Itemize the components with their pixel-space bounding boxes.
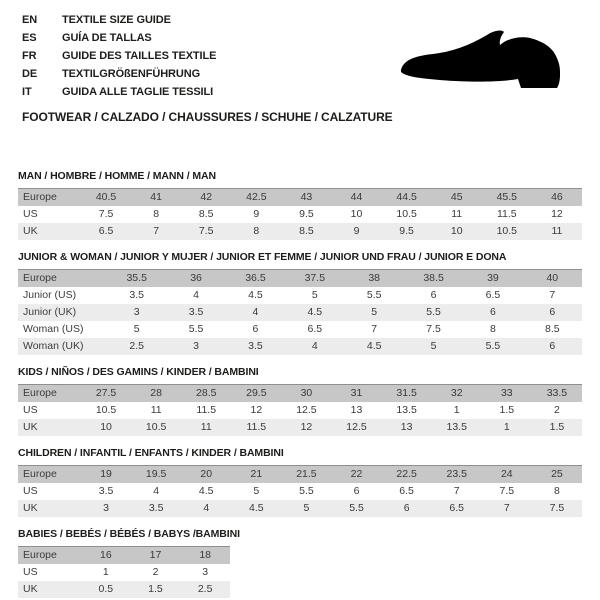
size-cell: 39 xyxy=(487,272,499,284)
size-cell: 10 xyxy=(350,208,363,220)
size-cell: 6 xyxy=(252,323,259,335)
size-table-babies xyxy=(18,546,230,598)
size-cell: 4 xyxy=(193,289,199,301)
size-cell: 28.5 xyxy=(196,387,217,399)
size-cell: 6 xyxy=(353,485,360,497)
section-man xyxy=(18,170,582,240)
size-cell: 3 xyxy=(133,306,140,318)
size-cell: 11.5 xyxy=(246,421,267,433)
size-cell: 42.5 xyxy=(246,191,267,203)
size-cell: 11.5 xyxy=(196,404,217,416)
size-cell: 5.5 xyxy=(366,289,382,301)
size-cell: 7.5 xyxy=(426,323,441,335)
size-cell: 10.5 xyxy=(95,404,117,416)
table-row-junior-us xyxy=(18,287,582,304)
size-cell: 13.5 xyxy=(446,421,467,433)
section-children xyxy=(18,447,582,517)
table-row-europe xyxy=(18,189,582,207)
language-row-it xyxy=(22,83,216,101)
size-cell: 28 xyxy=(150,387,162,399)
size-cell: 3.5 xyxy=(188,306,204,318)
language-code: DE xyxy=(22,68,38,80)
language-label: GUÍA DE TALLAS xyxy=(62,32,152,44)
row-label: Europe xyxy=(23,191,57,203)
size-cell: 7 xyxy=(453,485,460,497)
table-row-europe xyxy=(18,385,582,403)
size-cell: 35.5 xyxy=(126,272,147,284)
size-cell: 5 xyxy=(253,485,260,497)
size-cell: 8 xyxy=(490,323,496,335)
size-cell: 29.5 xyxy=(246,387,267,399)
table-row-junior-uk xyxy=(18,304,582,321)
size-cell: 1 xyxy=(453,404,460,416)
language-title-block xyxy=(22,11,216,101)
size-cell: 4.5 xyxy=(248,289,263,301)
language-row-de xyxy=(22,65,216,83)
size-cell: 42 xyxy=(200,191,213,203)
row-label: UK xyxy=(23,225,38,237)
table-row-europe xyxy=(18,270,582,288)
section-title-man: MAN / HOMBRE / HOMME / MANN / MAN xyxy=(18,170,216,182)
size-cell: 1 xyxy=(503,421,510,433)
size-cell: 3 xyxy=(193,340,199,352)
size-tables xyxy=(18,170,582,598)
section-title-children: CHILDREN / INFANTIL / ENFANTS / KINDER / BAMBINI xyxy=(18,447,284,459)
size-cell: 6.5 xyxy=(307,323,323,335)
size-cell: 18 xyxy=(199,549,211,561)
size-table-junior-woman xyxy=(18,269,582,355)
row-label: Europe xyxy=(23,272,57,284)
size-cell: 16 xyxy=(99,549,112,561)
size-cell: 8.5 xyxy=(545,323,560,335)
table-row-us xyxy=(18,483,582,500)
row-label: US xyxy=(23,566,38,578)
size-cell: 5 xyxy=(371,306,378,318)
size-cell: 30 xyxy=(300,387,313,399)
size-cell: 3 xyxy=(103,502,109,514)
size-table-kids xyxy=(18,384,582,436)
size-cell: 7 xyxy=(371,323,378,335)
size-cell: 31.5 xyxy=(396,387,417,399)
size-cell: 21 xyxy=(250,468,263,480)
size-cell: 7.5 xyxy=(549,502,565,514)
size-cell: 4 xyxy=(252,306,259,318)
size-cell: 8.5 xyxy=(299,225,314,237)
size-cell: 7.5 xyxy=(198,225,214,237)
size-cell: 13 xyxy=(350,404,363,416)
size-cell: 8 xyxy=(153,208,160,220)
size-cell: 12.5 xyxy=(346,421,367,433)
size-cell: 5 xyxy=(311,289,318,301)
size-cell: 5 xyxy=(430,340,437,352)
size-cell: 7 xyxy=(153,225,160,237)
size-cell: 37.5 xyxy=(304,272,326,284)
table-row-us xyxy=(18,206,582,223)
size-cell: 5.5 xyxy=(188,323,204,335)
size-cell: 9 xyxy=(353,225,360,237)
size-cell: 23.5 xyxy=(446,468,467,480)
size-cell: 3.5 xyxy=(148,502,164,514)
size-cell: 0.5 xyxy=(98,583,114,595)
row-label: UK xyxy=(23,421,38,433)
size-cell: 46 xyxy=(551,191,563,203)
size-cell: 4.5 xyxy=(366,340,382,352)
size-cell: 45 xyxy=(450,191,463,203)
row-label: Junior (US) xyxy=(23,289,77,301)
size-cell: 1 xyxy=(102,566,109,578)
table-row-uk xyxy=(18,500,582,517)
language-row-es xyxy=(22,29,216,47)
size-cell: 10.5 xyxy=(496,225,518,237)
section-title-junior-woman: JUNIOR & WOMAN / JUNIOR Y MUJER / JUNIOR ET FEMME / JUNIOR UND FRAU / JUNIOR E DONA xyxy=(18,251,507,263)
size-cell: 5.5 xyxy=(426,306,441,318)
size-cell: 12 xyxy=(300,421,313,433)
row-label: US xyxy=(23,208,38,220)
language-code: FR xyxy=(22,50,37,62)
table-row-woman-us xyxy=(18,321,582,338)
size-cell: 44.5 xyxy=(396,191,417,203)
size-table-man xyxy=(18,188,582,240)
size-cell: 13 xyxy=(400,421,413,433)
table-row-uk xyxy=(18,223,582,240)
row-label: Junior (UK) xyxy=(23,306,77,318)
size-cell: 33 xyxy=(500,387,513,399)
size-cell: 6 xyxy=(549,306,556,318)
category-line: FOOTWEAR / CALZADO / CHAUSSURES / SCHUHE / CALZATURE xyxy=(22,110,393,124)
size-cell: 19.5 xyxy=(145,468,167,480)
size-cell: 6 xyxy=(403,502,410,514)
size-cell: 6 xyxy=(549,340,556,352)
size-cell: 20 xyxy=(200,468,213,480)
language-code: IT xyxy=(22,86,32,98)
size-cell: 11.5 xyxy=(496,208,517,220)
row-label: Woman (US) xyxy=(23,323,84,335)
language-label: GUIDE DES TAILLES TEXTILE xyxy=(62,50,217,62)
section-babies xyxy=(18,528,582,598)
size-cell: 36 xyxy=(190,272,202,284)
size-cell: 10 xyxy=(450,225,463,237)
size-cell: 3.5 xyxy=(98,485,114,497)
size-cell: 22.5 xyxy=(396,468,417,480)
size-cell: 3.5 xyxy=(248,340,263,352)
size-cell: 43 xyxy=(300,191,313,203)
language-row-en xyxy=(22,11,216,29)
size-cell: 6.5 xyxy=(449,502,464,514)
size-cell: 4 xyxy=(153,485,160,497)
language-row-fr xyxy=(22,47,216,65)
size-cell: 5.5 xyxy=(299,485,314,497)
size-cell: 3.5 xyxy=(129,289,144,301)
row-label: Europe xyxy=(23,468,57,480)
row-label: US xyxy=(23,485,38,497)
size-cell: 6.5 xyxy=(98,225,114,237)
size-cell: 6 xyxy=(430,289,437,301)
size-cell: 5.5 xyxy=(349,502,364,514)
size-cell: 8.5 xyxy=(198,208,214,220)
size-cell: 4.5 xyxy=(198,485,214,497)
size-cell: 27.5 xyxy=(95,387,117,399)
dress-shoe-icon xyxy=(398,28,574,94)
size-cell: 44 xyxy=(350,191,363,203)
size-cell: 24 xyxy=(500,468,513,480)
table-row-uk xyxy=(18,419,582,436)
size-cell: 10 xyxy=(100,421,112,433)
size-cell: 17 xyxy=(149,549,162,561)
size-cell: 31 xyxy=(350,387,363,399)
size-cell: 11 xyxy=(150,404,162,416)
size-cell: 6 xyxy=(490,306,496,318)
size-cell: 4.5 xyxy=(307,306,323,318)
size-cell: 32 xyxy=(450,387,463,399)
size-cell: 2 xyxy=(152,566,159,578)
size-cell: 1.5 xyxy=(499,404,515,416)
size-cell: 10.5 xyxy=(145,421,167,433)
size-cell: 6.5 xyxy=(485,289,501,301)
size-cell: 12 xyxy=(551,208,563,220)
size-cell: 25 xyxy=(551,468,563,480)
size-cell: 1.5 xyxy=(148,583,163,595)
size-cell: 40.5 xyxy=(95,191,117,203)
table-row-woman-uk xyxy=(18,338,582,355)
size-cell: 8 xyxy=(554,485,560,497)
size-cell: 7.5 xyxy=(499,485,515,497)
table-row-us xyxy=(18,402,582,419)
row-label: Europe xyxy=(23,549,57,561)
size-cell: 10.5 xyxy=(396,208,417,220)
row-label: UK xyxy=(23,583,38,595)
size-cell: 5.5 xyxy=(485,340,501,352)
table-row-uk xyxy=(18,581,230,598)
section-title-babies: BABIES / BEBÉS / BÉBÉS / BABYS /BAMBINI xyxy=(18,528,240,540)
size-cell: 40 xyxy=(546,272,559,284)
size-cell: 19 xyxy=(100,468,112,480)
section-kids xyxy=(18,366,582,436)
row-label: UK xyxy=(23,502,38,514)
size-table-children xyxy=(18,465,582,517)
section-title-kids: KIDS / NIÑOS / DES GAMINS / KINDER / BAMBINI xyxy=(18,366,259,378)
size-cell: 9.5 xyxy=(399,225,414,237)
size-cell: 8 xyxy=(253,225,260,237)
size-cell: 1.5 xyxy=(549,421,565,433)
size-cell: 7.5 xyxy=(98,208,114,220)
size-cell: 12 xyxy=(250,404,263,416)
language-label: TEXTILE SIZE GUIDE xyxy=(62,14,171,26)
size-cell: 2.5 xyxy=(197,583,213,595)
size-cell: 38 xyxy=(368,272,381,284)
size-cell: 11 xyxy=(451,208,463,220)
language-code: EN xyxy=(22,14,38,26)
size-cell: 9 xyxy=(253,208,260,220)
language-label: TEXTILGRÖßENFÜHRUNG xyxy=(62,68,201,80)
row-label: Europe xyxy=(23,387,57,399)
size-cell: 9.5 xyxy=(299,208,314,220)
size-cell: 12.5 xyxy=(296,404,317,416)
size-cell: 2.5 xyxy=(129,340,144,352)
row-label: US xyxy=(23,404,38,416)
section-junior-woman xyxy=(18,251,582,355)
size-cell: 33.5 xyxy=(546,387,568,399)
size-cell: 2 xyxy=(554,404,560,416)
size-cell: 22 xyxy=(350,468,363,480)
table-row-us xyxy=(18,564,230,581)
table-row-europe xyxy=(18,466,582,484)
size-cell: 4 xyxy=(203,502,210,514)
size-cell: 11 xyxy=(200,421,212,433)
size-cell: 3 xyxy=(202,566,209,578)
size-cell: 5 xyxy=(303,502,310,514)
size-cell: 21.5 xyxy=(296,468,317,480)
size-cell: 4 xyxy=(311,340,318,352)
language-label: GUIDA ALLE TAGLIE TESSILI xyxy=(62,86,214,98)
language-code: ES xyxy=(22,32,37,44)
size-cell: 13.5 xyxy=(396,404,417,416)
table-row-europe xyxy=(18,547,230,565)
size-cell: 7 xyxy=(503,502,510,514)
size-cell: 5 xyxy=(133,323,140,335)
size-cell: 7 xyxy=(549,289,556,301)
size-cell: 45.5 xyxy=(496,191,518,203)
size-cell: 6.5 xyxy=(399,485,414,497)
row-label: Woman (UK) xyxy=(23,340,84,352)
size-cell: 4.5 xyxy=(249,502,264,514)
size-cell: 36.5 xyxy=(245,272,266,284)
size-cell: 11 xyxy=(551,225,563,237)
size-cell: 38.5 xyxy=(423,272,444,284)
size-cell: 41 xyxy=(150,191,162,203)
